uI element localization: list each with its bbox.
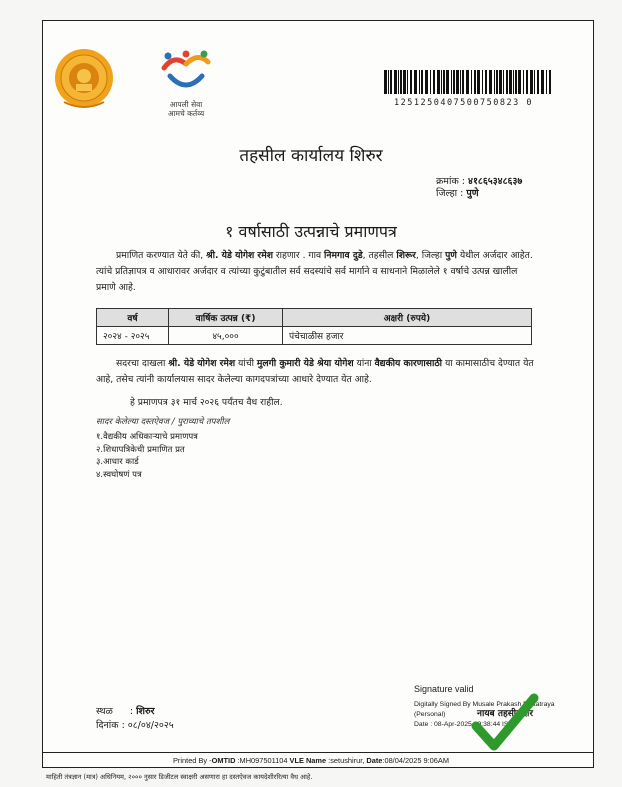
signer-type: (Personal): [414, 711, 446, 718]
cell-income: ४५,०००: [169, 327, 283, 345]
seva-tag-2: आमचे कर्तव्य: [167, 109, 205, 118]
list-item: २.शिधापत्रिकेची प्रमाणित प्रत: [96, 444, 185, 455]
validity-line: हे प्रमाणपत्र ३१ मार्च २०२६ पर्यंतच वैध राहील.: [130, 397, 283, 408]
place-label: स्थळ: [96, 706, 113, 717]
certification-paragraph: [96, 248, 536, 296]
income-table: [96, 308, 532, 345]
reference-label: क्रमांक :: [436, 176, 465, 187]
applicant-name-2: श्री. येडे योगेश रमेश: [168, 358, 236, 369]
maharashtra-state-emblem-icon: [54, 42, 114, 114]
date-line: दिनांक : ०८/०४/२०२५: [96, 720, 174, 731]
certificate-border: [42, 20, 594, 768]
p1-text-3: , तहसील: [362, 250, 397, 261]
purpose-paragraph: [96, 356, 536, 388]
vle-label: VLE Name: [289, 756, 329, 765]
green-check-icon: [470, 692, 540, 754]
office-title: तहसील कार्यालय शिरुर: [239, 146, 383, 166]
district-name: पुणे: [445, 250, 457, 261]
printed-label: Printed By -: [173, 756, 212, 765]
certificate-title: १ वर्षासाठी उत्पन्नाचे प्रमाणपत्र: [225, 222, 397, 241]
date-value: ०८/०४/२०२५: [127, 720, 174, 731]
income-table-header: [97, 309, 532, 327]
col-header-income: वार्षिक उत्पन्न (₹): [169, 309, 283, 327]
p2-text-2: यांची: [235, 358, 257, 369]
village-name: निमगाव दुडे: [324, 250, 363, 261]
signed-by: Digitally Signed By Musale Prakash Dattatraya: [414, 701, 555, 708]
date-label: दिनांक: [96, 720, 119, 731]
tahsil-name: शिरूर: [396, 250, 416, 261]
cell-year: २०२४ - २०२५: [97, 327, 169, 345]
p2-text-3: यांना: [353, 358, 375, 369]
col-header-year: वर्ष: [97, 309, 169, 327]
list-item: १.वैद्यकीय अधिकाऱ्याचे प्रमाणपत्र: [96, 432, 198, 442]
print-date-label: Date: [366, 756, 383, 765]
print-date-value: :08/04/2025 9:06AM: [382, 756, 449, 765]
col-header-words: अक्षरी (रुपये): [283, 309, 532, 327]
aapli-seva-logo-icon: [156, 46, 216, 96]
district-line: [436, 186, 479, 199]
documents-list: [96, 431, 198, 481]
signatory-designation: नायब तहसीलदार: [477, 709, 534, 719]
signed-date: Date : 08-Apr-2025 09:38:44 IST: [414, 721, 513, 728]
list-item: ४.स्वघोषणं पत्र: [96, 469, 142, 480]
p1-text-1: प्रमाणित करण्यात येते की,: [116, 250, 207, 261]
reference-value: ४१८६५३४८६३७: [468, 176, 523, 187]
p1-text-2: राहणार . गाव: [272, 250, 324, 261]
p2-text-4: या कामासाठीच देण्यात येत आहे, तसेच त्यांनी कार्यालयास सादर केलेल्या कागदपत्रांच्या आधारे देण्यात येत आहे.: [96, 358, 534, 385]
aapli-seva-logo: [156, 46, 216, 124]
beneficiary-name: मुलगी कुमारी येडे श्रेया योगेश: [256, 358, 354, 369]
vle-value: :setushirur,: [328, 756, 367, 765]
legal-footer-note: माहिती तंत्रज्ञान (मात्र) अधिनियम, २००० नुसार डिजीटल स्वाक्षरी असणारा हा दस्तऐवज कायदेशीररित्या वैध आहे.: [46, 773, 313, 781]
omtid-label: OMTID: [211, 756, 238, 765]
cell-words: पंचेचाळीस हजार: [283, 327, 532, 345]
barcode-number: 1251250407500750823 0: [394, 98, 533, 108]
applicant-name: श्री. येडे योगेश रमेश: [206, 250, 273, 261]
district-value: पुणे: [466, 188, 479, 199]
purpose: वैद्यकीय कारणासाठी: [374, 358, 443, 369]
documents-heading: सादर केलेल्या दस्तऐवज / पुराव्याचे तपशील: [96, 417, 230, 427]
place-value: शिरुर: [136, 706, 155, 717]
place-line: स्थळ : शिरुर: [96, 706, 155, 717]
district-label: जिल्हा :: [436, 188, 464, 199]
seva-tag-1: आपली सेवा: [169, 100, 203, 109]
p1-text-4: , जिल्हा: [415, 250, 446, 261]
list-item: ३.आधार कार्ड: [96, 457, 139, 467]
signature-valid-label: Signature valid: [414, 684, 474, 694]
barcode-icon: [384, 70, 552, 94]
omtid-value: :MH097501104: [237, 756, 290, 765]
table-row: [97, 327, 532, 345]
p1-text-5: येथील अर्जदार आहेत. त्यांचे प्रतिज्ञापत्र व आधारावर अर्जदार व त्यांच्या कुटुंबातील सर्व सदस्यांचे सर्व मार्गाने व साधनाने मिळालेले १ वर्षाचे उत्पन्न खालील प्रमाणे आहे.: [96, 250, 533, 293]
footer-divider: [42, 752, 594, 753]
printed-by-line: [0, 756, 622, 765]
p2-text-1: सदरचा दाखला: [116, 358, 169, 369]
